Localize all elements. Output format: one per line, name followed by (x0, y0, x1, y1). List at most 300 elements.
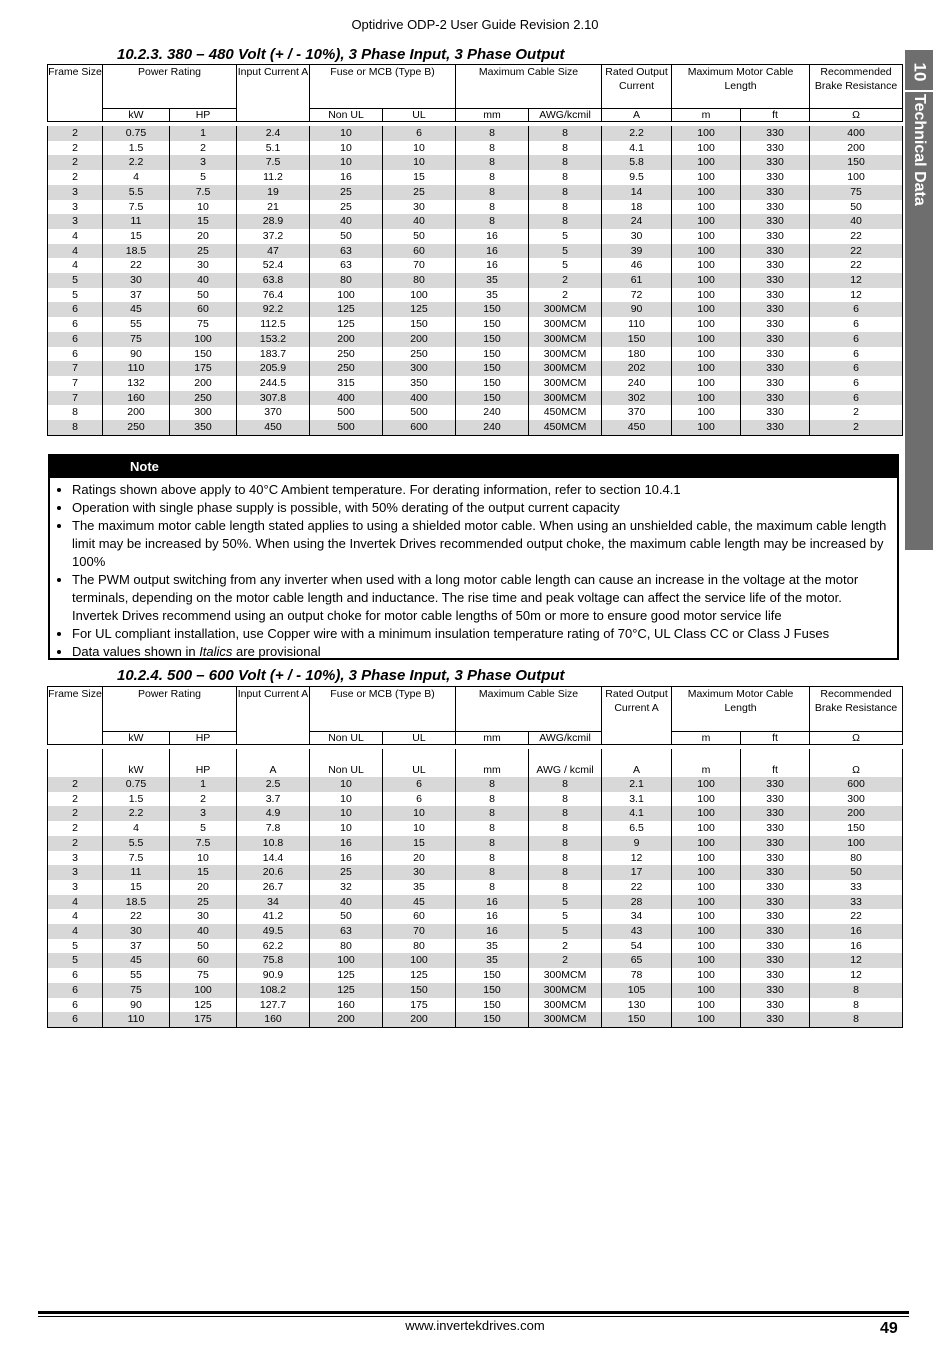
table-subheader-cell: m (672, 749, 741, 777)
table-cell: 8 (529, 777, 602, 792)
table-cell: 52.4 (237, 258, 310, 273)
table-cell: 34 (237, 895, 310, 910)
table-cell: 150 (456, 302, 529, 317)
table-cell: 450MCM (529, 405, 602, 420)
table-cell: 100 (810, 836, 903, 851)
table-cell: 8 (529, 806, 602, 821)
table-cell: 8 (810, 998, 903, 1013)
table-cell: 7.5 (103, 200, 170, 215)
table-cell: 10.8 (237, 836, 310, 851)
table-cell: 34 (602, 909, 672, 924)
table-cell: 8 (456, 821, 529, 836)
table-cell: 50 (383, 229, 456, 244)
unit-mm: mm (456, 732, 529, 745)
table-cell: 6 (48, 1012, 103, 1027)
table-cell: 330 (741, 200, 810, 215)
table-cell: 1.5 (103, 141, 170, 156)
table-row (48, 821, 903, 836)
note-item: • For UL compliant installation, use Copper wire with a minimum insulation temperature rating of 70°C, UL Class CC or Class J Fuses (72, 625, 887, 643)
table-cell: 600 (383, 420, 456, 435)
table-cell: 330 (741, 155, 810, 170)
table-cell: 3 (48, 214, 103, 229)
footer-url: www.invertekdrives.com (405, 1318, 545, 1333)
table-cell: 3.1 (602, 792, 672, 807)
table-cell: 24 (602, 214, 672, 229)
table-row (48, 141, 903, 156)
unit-ft: ft (741, 732, 810, 745)
table-cell: 5.1 (237, 141, 310, 156)
table-cell: 307.8 (237, 391, 310, 406)
table-cell: 47 (237, 244, 310, 259)
table-cell: 300MCM (529, 302, 602, 317)
table-cell: 125 (310, 968, 383, 983)
table-cell: 70 (383, 258, 456, 273)
table-row (48, 155, 903, 170)
table-cell: 80 (310, 273, 383, 288)
table-cell: 40 (310, 895, 383, 910)
table-cell: 4 (48, 924, 103, 939)
table-cell: 14 (602, 185, 672, 200)
table-cell: 100 (672, 170, 741, 185)
unit-hp: HP (170, 109, 237, 122)
table-row (48, 865, 903, 880)
table-cell: 16 (310, 851, 383, 866)
table-cell: 300MCM (529, 391, 602, 406)
table-row (48, 273, 903, 288)
table-cell: 10 (170, 851, 237, 866)
table-cell: 15 (103, 229, 170, 244)
table-cell: 6 (810, 361, 903, 376)
unit-ft: ft (741, 109, 810, 122)
table-row (48, 953, 903, 968)
table-cell: 5 (529, 924, 602, 939)
col-motor-cable: Maximum Motor Cable Length (672, 687, 810, 732)
table-cell: 4.1 (602, 141, 672, 156)
table-cell: 6 (810, 302, 903, 317)
table-cell: 14.4 (237, 851, 310, 866)
table-cell: 50 (310, 229, 383, 244)
table-cell: 90.9 (237, 968, 310, 983)
table-cell: 150 (456, 983, 529, 998)
table-cell: 100 (672, 851, 741, 866)
table-cell: 61 (602, 273, 672, 288)
table-cell: 244.5 (237, 376, 310, 391)
table-cell: 20 (383, 851, 456, 866)
table-cell: 160 (103, 391, 170, 406)
col-cable-size: Maximum Cable Size (456, 687, 602, 732)
table-cell: 8 (529, 792, 602, 807)
table-cell: 330 (741, 347, 810, 362)
table-row (48, 126, 903, 141)
unit-awg: AWG/kcmil (529, 109, 602, 122)
table-cell: 240 (456, 420, 529, 435)
table-subheader-cell: Non UL (310, 749, 383, 777)
table-cell: 6.5 (602, 821, 672, 836)
table-cell: 50 (310, 909, 383, 924)
note-item: • Data values shown in Italics are provisional (72, 643, 887, 661)
table-row (48, 317, 903, 332)
table-cell: 16 (456, 909, 529, 924)
table-cell: 7.5 (170, 836, 237, 851)
table-cell: 39 (602, 244, 672, 259)
table-cell: 150 (456, 1012, 529, 1027)
table-cell: 3 (48, 880, 103, 895)
table-cell: 100 (672, 200, 741, 215)
unit-ohm: Ω (810, 732, 903, 745)
unit-ul: UL (383, 109, 456, 122)
table-cell: 125 (383, 968, 456, 983)
table-cell: 15 (383, 170, 456, 185)
table-cell: 37 (103, 288, 170, 303)
table-cell: 132 (103, 376, 170, 391)
unit-ohm: Ω (810, 109, 903, 122)
table-row (48, 939, 903, 954)
table-cell: 76.4 (237, 288, 310, 303)
table-cell: 400 (383, 391, 456, 406)
table-cell: 40 (310, 214, 383, 229)
table-cell: 45 (383, 895, 456, 910)
table-cell: 10 (383, 821, 456, 836)
table-cell: 25 (310, 185, 383, 200)
col-fuse: Fuse or MCB (Type B) (310, 687, 456, 732)
table-cell: 100 (672, 983, 741, 998)
table-cell: 16 (456, 244, 529, 259)
table-cell: 100 (383, 953, 456, 968)
table-cell: 49.5 (237, 924, 310, 939)
table-cell: 8 (529, 821, 602, 836)
table-cell: 100 (672, 317, 741, 332)
table-cell: 25 (170, 895, 237, 910)
table-cell: 370 (602, 405, 672, 420)
table-cell: 26.7 (237, 880, 310, 895)
table-subheader-cell: AWG / kcmil (529, 749, 602, 777)
table-cell: 35 (456, 273, 529, 288)
table-cell: 300MCM (529, 317, 602, 332)
col-power-rating: Power Rating (103, 65, 237, 109)
table-cell: 25 (310, 865, 383, 880)
table-cell: 20 (170, 880, 237, 895)
table-cell: 16 (810, 924, 903, 939)
table-cell: 100 (672, 288, 741, 303)
table-cell: 8 (456, 865, 529, 880)
table-cell: 10 (310, 792, 383, 807)
table-cell: 300MCM (529, 361, 602, 376)
table-row (48, 288, 903, 303)
table-cell: 200 (103, 405, 170, 420)
table-cell: 300MCM (529, 347, 602, 362)
table-cell: 40 (170, 924, 237, 939)
table-row (48, 258, 903, 273)
table-cell: 330 (741, 836, 810, 851)
table-row (48, 376, 903, 391)
table-cell: 150 (602, 1012, 672, 1027)
table-cell: 6 (48, 302, 103, 317)
table-row (48, 361, 903, 376)
table-cell: 2.4 (237, 126, 310, 141)
table-cell: 100 (672, 273, 741, 288)
table-cell: 6 (48, 332, 103, 347)
table-subheader-row (48, 749, 903, 777)
table-cell: 108.2 (237, 983, 310, 998)
table-cell: 3 (48, 851, 103, 866)
table-cell: 350 (170, 420, 237, 435)
table-cell: 80 (383, 273, 456, 288)
table-cell: 100 (672, 865, 741, 880)
table-cell: 12 (810, 288, 903, 303)
table-cell: 0.75 (103, 777, 170, 792)
table-cell: 330 (741, 821, 810, 836)
table-cell: 100 (672, 347, 741, 362)
table-cell: 18 (602, 200, 672, 215)
table-cell: 330 (741, 361, 810, 376)
table-cell: 32 (310, 880, 383, 895)
table-cell: 50 (170, 939, 237, 954)
table-cell: 10 (310, 806, 383, 821)
table-cell: 11 (103, 214, 170, 229)
table-cell: 8 (810, 1012, 903, 1027)
table-cell: 60 (383, 909, 456, 924)
table-cell: 5 (529, 895, 602, 910)
table-cell: 330 (741, 185, 810, 200)
table-cell: 100 (672, 1012, 741, 1027)
table-cell: 8 (529, 141, 602, 156)
table-cell: 70 (383, 924, 456, 939)
table-cell: 80 (310, 939, 383, 954)
table-cell: 330 (741, 968, 810, 983)
table-cell: 50 (170, 288, 237, 303)
table-cell: 250 (103, 420, 170, 435)
table-cell: 28 (602, 895, 672, 910)
table-cell: 19 (237, 185, 310, 200)
table-cell: 300 (170, 405, 237, 420)
table-cell: 300MCM (529, 998, 602, 1013)
table-cell: 17 (602, 865, 672, 880)
table-cell: 175 (383, 998, 456, 1013)
table-cell: 330 (741, 983, 810, 998)
table-cell: 8 (456, 200, 529, 215)
table-cell: 150 (810, 821, 903, 836)
table-cell: 315 (310, 376, 383, 391)
table-cell: 63 (310, 924, 383, 939)
table-cell: 4 (103, 821, 170, 836)
table-cell: 100 (672, 792, 741, 807)
table-cell: 2 (48, 836, 103, 851)
table-cell: 3.7 (237, 792, 310, 807)
table-cell: 5.5 (103, 185, 170, 200)
table-cell: 2 (170, 141, 237, 156)
table-row (48, 332, 903, 347)
table-cell: 33 (810, 880, 903, 895)
table-cell: 330 (741, 880, 810, 895)
table-cell: 2 (48, 821, 103, 836)
table-cell: 90 (103, 998, 170, 1013)
table-cell: 330 (741, 1012, 810, 1027)
table-cell: 202 (602, 361, 672, 376)
table-cell: 240 (456, 405, 529, 420)
table-cell: 8 (529, 185, 602, 200)
table-cell: 330 (741, 420, 810, 435)
table-cell: 2 (48, 792, 103, 807)
table-cell: 450 (237, 420, 310, 435)
table-cell: 330 (741, 244, 810, 259)
table-cell: 100 (672, 332, 741, 347)
table-cell: 8 (456, 836, 529, 851)
chapter-title: Technical Data (911, 94, 928, 206)
table-cell: 330 (741, 939, 810, 954)
table-cell: 150 (456, 391, 529, 406)
unit-awg: AWG/kcmil (529, 732, 602, 745)
table-cell: 12 (810, 953, 903, 968)
table-cell: 100 (672, 880, 741, 895)
table-cell: 2 (529, 288, 602, 303)
table-cell: 330 (741, 273, 810, 288)
table-cell: 302 (602, 391, 672, 406)
table-cell: 8 (529, 880, 602, 895)
table-cell: 200 (810, 806, 903, 821)
col-power-rating: Power Rating (103, 687, 237, 732)
table-cell: 100 (672, 836, 741, 851)
table-cell: 450 (602, 420, 672, 435)
table-cell: 240 (602, 376, 672, 391)
table-cell: 125 (310, 302, 383, 317)
table-cell: 4 (48, 909, 103, 924)
table-cell: 5 (48, 939, 103, 954)
table-cell: 330 (741, 288, 810, 303)
unit-kw: kW (103, 732, 170, 745)
unit-m: m (672, 732, 741, 745)
table-cell: 7.5 (103, 851, 170, 866)
table-cell: 150 (456, 347, 529, 362)
table-cell: 100 (672, 806, 741, 821)
table-cell: 100 (672, 391, 741, 406)
table-cell: 16 (310, 170, 383, 185)
table-cell: 50 (810, 865, 903, 880)
table-cell: 153.2 (237, 332, 310, 347)
table-500v (47, 686, 903, 1028)
table-cell: 100 (672, 361, 741, 376)
note-title: Note (50, 456, 897, 478)
section-title-380: 10.2.3. 380 – 480 Volt (+ / - 10%), 3 Phase Input, 3 Phase Output (117, 46, 565, 63)
table-cell: 22 (103, 258, 170, 273)
footer-rule (38, 1311, 909, 1314)
table-cell: 330 (741, 909, 810, 924)
table-row (48, 391, 903, 406)
table-cell: 46 (602, 258, 672, 273)
table-subheader-cell: mm (456, 749, 529, 777)
table-cell: 2 (810, 405, 903, 420)
table-cell: 16 (456, 258, 529, 273)
table-cell: 8 (456, 777, 529, 792)
table-cell: 500 (383, 405, 456, 420)
table-cell: 54 (602, 939, 672, 954)
table-cell: 43 (602, 924, 672, 939)
table-cell: 25 (383, 185, 456, 200)
col-output-current: Rated Output Current (602, 65, 672, 109)
table-cell: 110 (103, 1012, 170, 1027)
table-cell: 3 (48, 185, 103, 200)
table-cell: 40 (170, 273, 237, 288)
table-cell: 72 (602, 288, 672, 303)
table-cell: 10 (383, 806, 456, 821)
table-cell: 330 (741, 777, 810, 792)
table-cell: 100 (672, 244, 741, 259)
table-row (48, 968, 903, 983)
table-cell: 500 (310, 420, 383, 435)
table-subheader-cell: A (602, 749, 672, 777)
table-cell: 8 (456, 851, 529, 866)
table-row (48, 185, 903, 200)
table-cell: 160 (310, 998, 383, 1013)
table-cell: 2.1 (602, 777, 672, 792)
table-cell: 100 (672, 302, 741, 317)
table-cell: 100 (672, 155, 741, 170)
table-cell: 10 (170, 200, 237, 215)
table-cell: 183.7 (237, 347, 310, 362)
table-cell: 4.9 (237, 806, 310, 821)
table-cell: 6 (810, 391, 903, 406)
table-cell: 2.2 (103, 155, 170, 170)
table-cell: 6 (383, 777, 456, 792)
table-cell: 5 (529, 244, 602, 259)
table-cell: 41.2 (237, 909, 310, 924)
table-cell: 30 (383, 865, 456, 880)
table-cell: 330 (741, 302, 810, 317)
table-cell: 8 (456, 155, 529, 170)
table-cell: 6 (810, 332, 903, 347)
table-cell: 330 (741, 391, 810, 406)
table-cell: 22 (810, 909, 903, 924)
table-cell: 3 (48, 865, 103, 880)
table-cell: 40 (810, 214, 903, 229)
note-item: • The PWM output switching from any inverter when used with a long motor cable length can cause an increase in the voltage at the motor terminals, depending on the motor cable length and inductance. The rise time and peak voltage can affect the service life of the motor. Invertek Drives recommend using an output choke for motor cable lengths of 50m or more to ensure good motor service life (72, 571, 887, 625)
table-500v-body (48, 749, 903, 1027)
note-item: • Operation with single phase supply is possible, with 50% derating of the output current capacity (72, 499, 887, 517)
table-cell: 16 (456, 924, 529, 939)
table-cell: 3 (170, 806, 237, 821)
table-cell: 6 (48, 317, 103, 332)
table-cell: 110 (602, 317, 672, 332)
table-cell: 55 (103, 317, 170, 332)
table-cell: 125 (383, 302, 456, 317)
note-box (48, 454, 899, 660)
table-cell: 10 (310, 126, 383, 141)
table-row (48, 1012, 903, 1027)
table-subheader-cell: ft (741, 749, 810, 777)
table-cell: 150 (456, 376, 529, 391)
table-cell: 7 (48, 391, 103, 406)
table-cell: 21 (237, 200, 310, 215)
table-cell: 175 (170, 361, 237, 376)
table-cell: 330 (741, 376, 810, 391)
table-row (48, 347, 903, 362)
page-number: 49 (880, 1320, 898, 1337)
table-cell: 205.9 (237, 361, 310, 376)
table-cell: 100 (170, 983, 237, 998)
table-cell: 100 (672, 821, 741, 836)
table-cell: 100 (672, 141, 741, 156)
table-cell: 5 (170, 170, 237, 185)
table-cell: 330 (741, 405, 810, 420)
table-cell: 400 (810, 126, 903, 141)
table-row (48, 777, 903, 792)
table-cell: 330 (741, 141, 810, 156)
table-cell: 63 (310, 244, 383, 259)
table-cell: 28.9 (237, 214, 310, 229)
table-cell: 6 (48, 998, 103, 1013)
note-item: • Ratings shown above apply to 40°C Ambient temperature. For derating information, refer to section 10.4.1 (72, 481, 887, 499)
table-cell: 370 (237, 405, 310, 420)
table-cell: 12 (810, 968, 903, 983)
